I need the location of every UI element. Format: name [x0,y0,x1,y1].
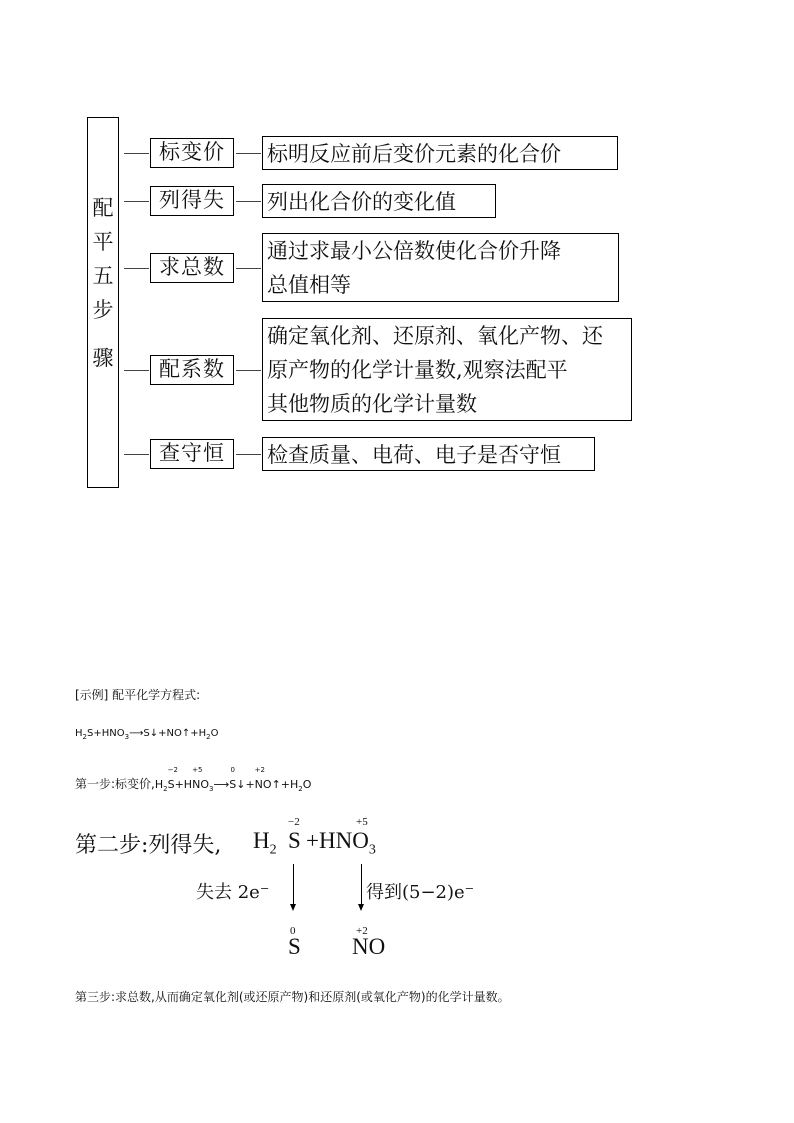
connector-line [124,201,149,202]
connector-line [236,370,261,371]
desc-line: 通过求最小公倍数使化合价升降 [267,239,561,263]
ox-number: −2 [167,766,178,774]
step1-line [75,766,312,794]
desc-line: 原产物的化学计量数,观察法配平 [267,358,568,382]
step3-line: 第三步:求总数,从而确定氧化剂(或还原产物)和还原剂(或氧化产物)的化学计量数。 [75,990,510,1004]
desc-line: 确定氧化剂、还原剂、氧化产物、还 [267,324,603,348]
connector-line [124,153,149,154]
ox-number-s0: 0 [290,925,296,937]
product-no: NO [352,934,386,959]
connector-line [124,370,149,371]
eq-o: O [210,728,219,739]
connector-line [236,153,261,154]
title-char: 步 [92,298,114,322]
sub: 2 [269,842,277,858]
s1-s: S [167,778,175,791]
ox-number-n: +5 [356,816,368,828]
electron-loss-label: 失去 2e⁻ [196,882,270,903]
s1-n2: N [254,778,263,791]
desc-line: 标明反应前后变价元素的化合价 [267,142,561,166]
eq-sub: 3 [124,733,130,741]
s1-o-end: O [302,778,312,791]
connector-line [236,268,261,269]
desc-line: 检查质量、电荷、电子是否守恒 [267,443,561,467]
s1-s2: S [229,778,237,791]
step-box-list-gain-loss: 列得失 [150,186,234,216]
s1-h: H [154,778,164,791]
s1-n-with-ox [192,766,203,791]
step-box-mark-valence: 标变价 [150,138,234,168]
sub: 3 [368,842,376,858]
connector-line [124,454,149,455]
desc-box-list-gain-loss [262,184,496,218]
s1-s2-with-ox [229,766,237,791]
connector-line [236,454,261,455]
arrow-line [293,864,294,906]
title-char: 骤 [92,346,114,370]
equation-line [75,728,219,741]
ox-number-s: −2 [288,816,300,828]
arrow-line [361,864,362,906]
eq-plus: +HNO [93,728,125,739]
ox-number-n2: +2 [356,925,368,937]
desc-line: 其他物质的化学计量数 [267,392,477,416]
step2-h2 [253,828,277,859]
step-box-conservation: 查守恒 [150,439,234,469]
step-box-total: 求总数 [150,253,234,283]
desc-line: 列出化合价的变化值 [267,190,456,214]
s1-arrow: ⟶ [213,778,230,791]
example-heading: [示例] 配平化学方程式: [75,688,201,702]
step2-label: 第二步:列得失, [75,833,222,858]
desc-box-coefficient [262,318,632,421]
product-s: S [288,934,301,959]
s1-n: N [192,778,201,791]
step2-s: S [288,828,301,853]
arrow-down-icon [290,904,296,911]
s1-down: ↓+ [236,778,255,791]
step-box-coefficient: 配系数 [150,355,234,385]
ox-number: 0 [230,766,235,774]
eq-s: S [87,728,94,739]
arrow-down-icon [358,904,364,911]
title-char: 配 [92,196,114,220]
eq-h: H [75,728,83,739]
eq-sub: 2 [206,733,211,741]
desc-line: 总值相等 [267,273,351,297]
s1-s-with-ox [167,766,178,791]
title-char: 五 [92,264,114,288]
eq-arrow: ⟶S↓+NO↑+H [129,728,207,739]
eq-sub: 2 [82,733,87,741]
diagram-title-box [87,117,119,488]
s1-plus: +H [174,778,193,791]
desc-box-total [262,233,619,302]
s1-n2-with-ox [254,766,265,791]
s1-sub: 2 [298,785,303,794]
desc-box-mark-valence [262,136,618,170]
connector-line [236,201,261,202]
step1-label: 第一步:标变价, [75,777,155,791]
s1-sub: 3 [209,785,214,794]
hno: +HNO [306,828,369,853]
step2-hno3 [306,828,376,859]
title-char: 平 [92,230,114,254]
h: H [253,828,270,853]
ox-number: +5 [192,766,203,774]
electron-gain-label: 得到(5−2)e⁻ [366,882,475,903]
s1-rest: O↑+H [262,778,299,791]
s1-sub: 2 [163,785,168,794]
s1-o3: O [200,778,209,791]
desc-box-conservation [262,437,595,471]
connector-line [124,268,149,269]
ox-number: +2 [254,766,265,774]
